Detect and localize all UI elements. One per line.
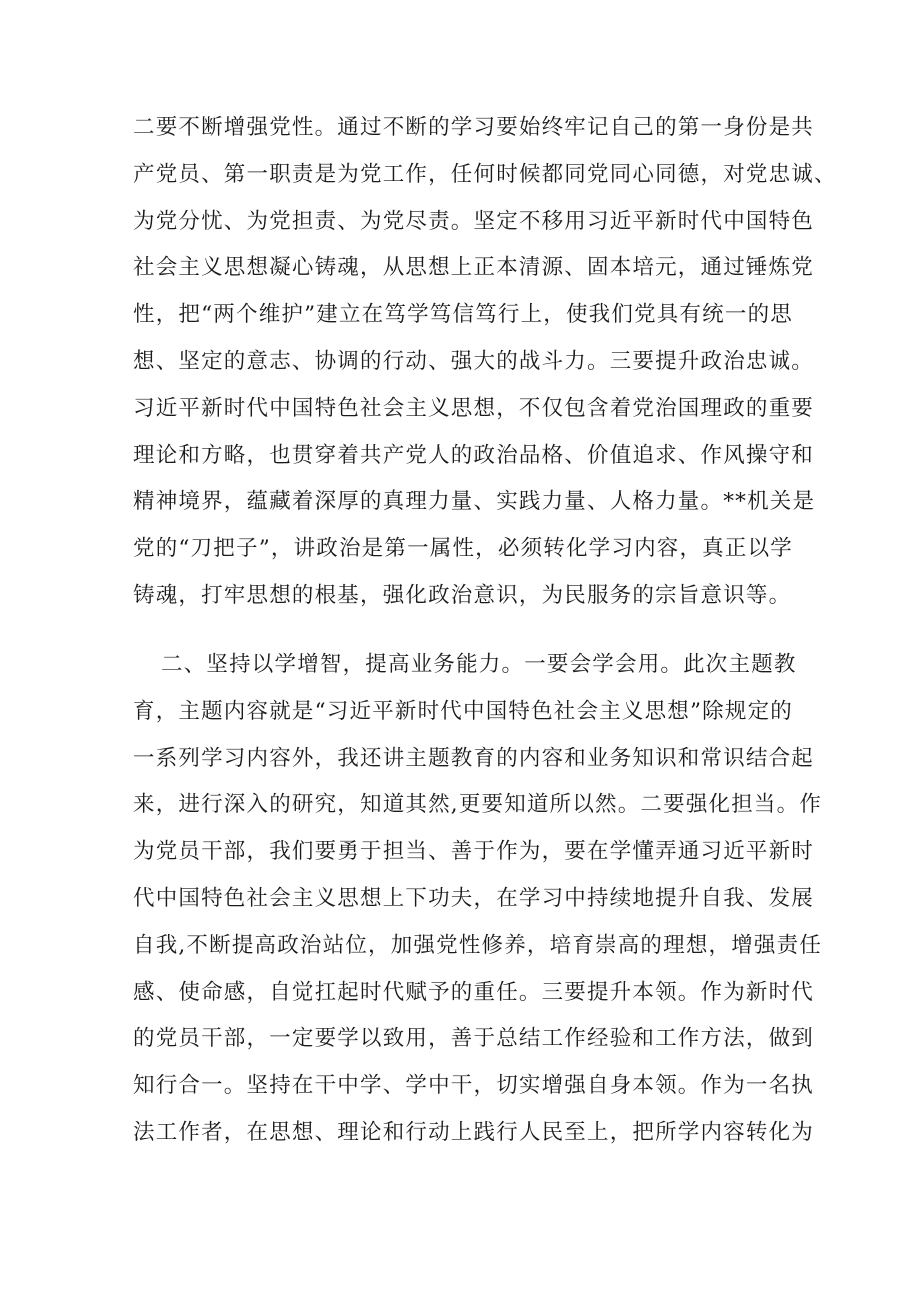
- text-line: 铸魂，打牢思想的根基，强化政治意识，为民服务的宗旨意识等。: [133, 582, 792, 608]
- text-line: 的党员干部，一定要学以致用，善于总结工作经验和工作方法，做到: [133, 1026, 815, 1052]
- text-line: 理论和方略，也贯穿着共产党人的政治品格、价值追求、作风操守和: [133, 442, 815, 468]
- paragraph-first-line: 二、坚持以学增智，提高业务能力。一要会学会用。此次主题教: [161, 652, 797, 677]
- text-line: 知行合一。坚持在干中学、学中干，切实增强自身本领。作为一名执: [133, 1073, 815, 1099]
- text-line: 习近平新时代中国特色社会主义思想，不仅包含着党治国理政的重要: [133, 395, 815, 421]
- text-line: 党的“刀把子”，讲政治是第一属性，必须转化学习内容，真正以学: [133, 536, 793, 562]
- paragraph-learning-wisdom: [133, 642, 823, 1157]
- text-line: 精神境界，蕴藏着深厚的真理力量、实践力量、人格力量。**机关是: [133, 489, 816, 515]
- text-line: 法工作者，在思想、理论和行动上践行人民至上，把所学内容转化为: [133, 1119, 815, 1145]
- text-line: 自我,不断提高政治站位，加强党性修养，培育崇高的理想，增强责任: [133, 932, 823, 958]
- text-line: 社会主义思想凝心铸魂，从思想上正本清源、固本培元，通过锤炼党: [133, 255, 815, 281]
- text-line: 想、坚定的意志、协调的行动、强大的战斗力。三要提升政治忠诚。: [133, 348, 815, 374]
- text-line: 一系列学习内容外，我还讲主题教育的内容和业务知识和常识结合起: [133, 745, 815, 771]
- text-line: 代中国特色社会主义思想上下功夫，在学习中持续地提升自我、发展: [133, 885, 815, 911]
- text-line: 育，主题内容就是“习近平新时代中国特色社会主义思想”除规定的: [133, 698, 793, 724]
- text-line: 二要不断增强党性。通过不断的学习要始终牢记自己的第一身份是共: [133, 115, 815, 140]
- text-line: 感、使命感，自觉扛起时代赋予的重任。三要提升本领。作为新时代: [133, 979, 815, 1005]
- text-line: 为党员干部，我们要勇于担当、善于作为，要在学懂弄通习近平新时: [133, 839, 815, 865]
- text-line: 性，把“两个维护”建立在笃学笃信笃行上，使我们党具有统一的思: [133, 302, 793, 328]
- text-line: 为党分忧、为党担责、为党尽责。坚定不移用习近平新时代中国特色: [133, 208, 815, 234]
- text-line: 产党员、第一职责是为党工作，任何时候都同党同心同德，对党忠诚、: [133, 161, 837, 187]
- text-line: 来，进行深入的研究，知道其然,更要知道所以然。二要强化担当。作: [133, 792, 823, 818]
- paragraph-party-spirit: [133, 105, 837, 620]
